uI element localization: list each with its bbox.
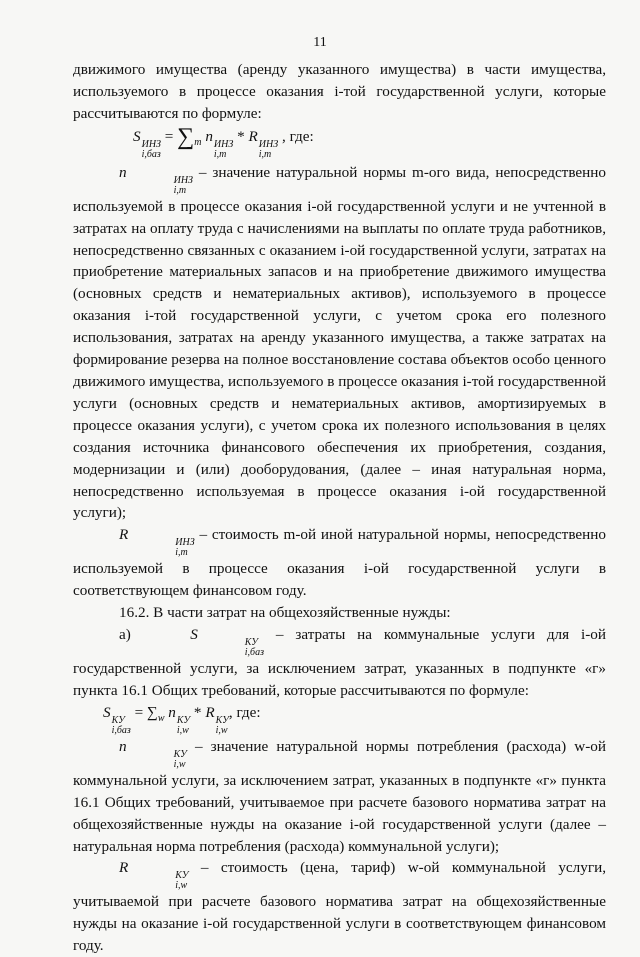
- definition-r-ku: R КУ i,w – стоимость (цена, тариф) w-ой коммунальной услуги, учитываемой при расчете базового норматива затрат на общехозяйственные нужды на оказание i-ой государственной услуги в соответствующем финансовом году.: [73, 859, 606, 955]
- item-a: а) S КУ i,баз – затраты на коммунальные услуги для i-ой государственной услуги, за исключением затрат, указанных в подпункте «г» пункта 16.1 Общих требований, которые рассчитываются по формуле:: [73, 626, 606, 699]
- page-number: 11: [313, 35, 327, 50]
- formula-inz-lhs: S ИНЗ i,баз: [133, 127, 161, 160]
- sum-sign: ∑: [146, 703, 158, 721]
- formula-ku-r: R КУ i,w: [205, 703, 229, 736]
- definition-n-ku: n КУ i,w – значение натуральной нормы потребления (расхода) w-ой коммунальной услуги, за исключением затрат, указанных в подпункте «г» пункта 16.1 Общих требований, учитываемое при расчете базового норматива затрат на общехозяйственные нужды на оказание i-ой государственной услуги (далее – натуральная норма потребления (расхода) коммунальной услуги);: [73, 737, 606, 855]
- formula-ku: S КУ i,баз = $\sum_w$ n КУ i,w * R КУ i,w , где:: [103, 703, 261, 736]
- formula-ku-lhs: S КУ i,баз: [103, 703, 131, 736]
- paragraph-intro: движимого имущества (аренду указанного имущества) в части имущества, используемого в процессе оказания i-той государственной услуги, которые рассчитываются по формуле:: [73, 61, 606, 122]
- definition-n-inz: n ИНЗ i,m – значение натуральной нормы m-ого вида, непосредственно используемой в процессе оказания i-ой государственной услуги и не учтенной в затратах на оплату труда с начислениями на выплаты по оплате труда работников, непосредственно связанных с оказанием i-ой государственной услуги, затратах на приобретение материальных запасов и на приобретение движимого имущества (основных средств и нематериальных активов), используемого в процессе оказания i-той государственной услуги, с учетом срока его полезного использования, затратах на аренду указанного имущества, а также затратах на формирование резерва на полное восстановление состава объектов особо ценного движимого имущества, используемого в процессе оказания i-той государственной услуги (основных средств и нематериальных активов, амортизируемых в процессе оказания услуги), с учетом срока их полезного использования в целях создания источника финансового обеспечения их приобретения, создания, модернизации и (или) дооборудования, (далее – иная натуральная норма, непосредственно используемая в процессе оказания i-ой государственной услуги);: [73, 163, 606, 522]
- formula-inz: S ИНЗ i,баз = $\sum_m$ n ИНЗ i,m * R ИНЗ i,m , где:: [133, 123, 314, 160]
- sum-sign: ∑: [177, 123, 195, 150]
- formula-ku-n: n КУ i,w: [168, 703, 191, 736]
- formula-inz-r: R ИНЗ i,m: [248, 127, 279, 160]
- definition-r-inz: R ИНЗ i,m – стоимость m-ой иной натуральной нормы, непосредственно используемой в процессе оказания i-ой государственной услуги в соответствующем финансовом году.: [73, 526, 606, 600]
- document-body: [73, 59, 606, 957]
- section-16-2: 16.2. В части затрат на общехозяйственные нужды:: [119, 604, 451, 622]
- formula-inz-n: n ИНЗ i,m: [205, 127, 234, 160]
